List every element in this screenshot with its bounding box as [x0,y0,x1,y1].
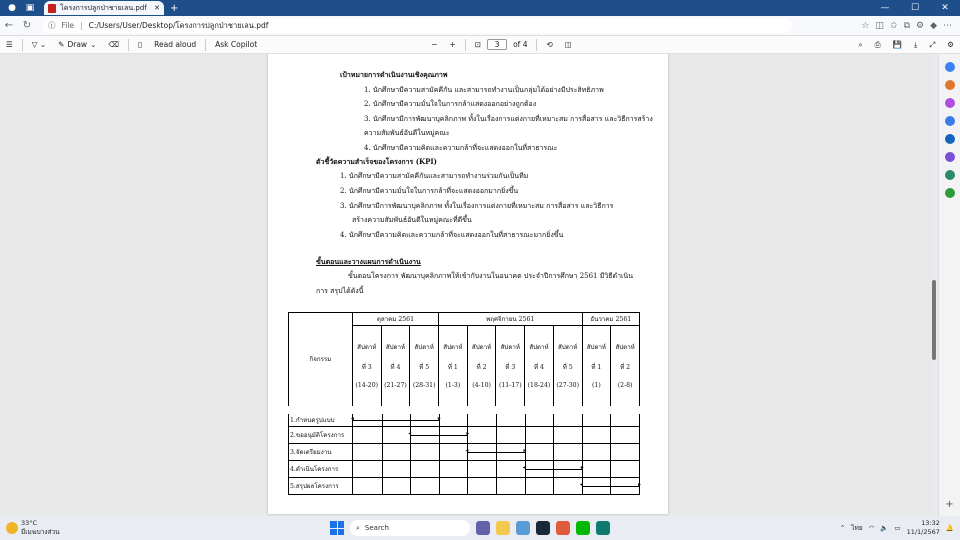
url-scheme: File [61,21,75,30]
tab-title: โครงการปลูกป่าชายเลน.pdf [60,3,147,12]
week-dates: (21-27) [384,382,407,390]
text-line: 3. นักศึกษามีการพัฒนาบุคลิกภาพ ทั้งในเรื่องการแต่งกายที่เหมาะสม การสื่อสาร และวิธีการ [340,202,614,210]
view-icon[interactable]: ▯ [137,40,143,49]
close-icon[interactable]: ✕ [154,4,160,12]
week-cell [467,326,496,410]
heading-kpi: ตัวชี้วัดความสำเร็จของโครงการ (KPI) [316,157,437,166]
week-cell [553,326,582,410]
gridline [410,478,411,494]
back-button[interactable]: ← [4,20,14,31]
gridline [439,444,440,460]
gridline [382,444,383,460]
activity-label: 3.จัดเตรียมงาน [289,444,353,461]
week-dates: (28-31) [412,382,436,390]
week-dates: (27-30) [556,382,580,390]
week-label: สัปดาห์ [414,344,434,352]
date: 11/1/2567 [906,528,940,536]
url-path: C:/Users/User/Desktop/โครงการปลูกป่าชายเลน.pdf [88,20,269,30]
edge-sidebar [938,54,960,516]
heading-quality-goals: เป้าหมายการดำเนินงานเชิงคุณภาพ [340,70,448,79]
month-header: พฤศจิกายน 2561 [439,313,583,326]
designer-icon[interactable] [945,152,955,162]
week-label: สัปดาห์ [471,344,492,352]
week-label: สัปดาห์ [586,344,607,352]
page-total: of 4 [513,40,528,49]
extensions-icon[interactable]: ⚙ [916,20,925,31]
gridline [496,478,497,494]
arrow-head-left: ◂ [465,447,469,454]
text-line: 4. นักศึกษามีความคิดและความกล้าที่จะแสดงออกในที่สาธารณะ [364,144,558,152]
text-line: 2. นักศึกษามีความมั่นใจในการกล้าแสดงออกอย่างถูกต้อง [364,100,537,108]
apps-icon[interactable] [945,188,955,198]
gridline [410,461,411,477]
search-icon[interactable]: ⌕ [858,39,863,49]
system-tray [840,519,954,537]
url-separator: | [80,21,83,30]
week-dates: (4-10) [472,382,491,390]
search-sidebar-icon[interactable] [945,62,955,72]
week-label: สัปดาห์ [615,344,635,352]
text-line: ขั้นตอนโครงการ พัฒนาบุคลิกภาพให้เข้ากับงานในอนาคต ประจำปีการศึกษา 2561 มีวิธีดำเนิน [348,272,633,280]
teams-icon[interactable] [476,521,490,535]
gridline [439,461,440,477]
timeline-cell [352,410,639,427]
activity-label: 4.ดำเนินโครงการ [289,461,353,478]
gridline [496,461,497,477]
draw-label: Draw [67,40,88,49]
arrow-head-right: ▸ [466,430,470,437]
gridline [610,444,611,460]
timeline-cell [352,444,639,461]
week-number: ที่ 3 [505,364,516,372]
new-tab-button[interactable]: + [170,2,179,14]
maximize-button[interactable]: ☐ [910,3,920,13]
volume-icon[interactable]: 🔈 [880,524,889,532]
gridline [553,444,554,460]
pdf-viewer[interactable] [0,54,930,516]
gridline [467,414,468,427]
timeline-arrow [579,481,641,488]
workspaces-icon[interactable]: ▣ [25,3,35,13]
address-bar [0,16,960,36]
text-line: การ สรุปได้ดังนี้ [316,287,364,295]
table-row [289,478,640,495]
pdf-page [268,54,668,514]
zoom-out-button[interactable]: − [431,40,438,49]
weather-icon [6,522,18,534]
gridline [553,427,554,443]
outlook-icon[interactable] [945,134,955,144]
fullscreen-icon[interactable]: ⤢ [929,39,936,49]
week-cell [525,326,554,410]
copilot-icon[interactable]: ◆ [930,20,937,31]
text-line: 1. นักศึกษามีความสามัคคีกัน และสามารถทำงานเป็นกลุ่มได้อย่างมีประสิทธิภาพ [364,86,604,94]
ask-copilot-button[interactable]: Ask Copilot [215,40,258,49]
activity-label: 5.สรุปผลโครงการ [289,478,353,495]
zoom-in-button[interactable]: + [449,40,456,49]
gridline [525,414,526,427]
line-icon[interactable] [576,521,590,535]
gridline [525,427,526,443]
clock[interactable] [907,519,940,537]
split-screen-icon[interactable]: ◫ [875,20,885,31]
print-icon[interactable]: ⎙ [874,39,881,49]
taskbar-search[interactable] [350,520,470,536]
week-cell [410,326,439,410]
arrow-head-left: ◂ [522,464,526,471]
activity-header: กิจกรรม [289,313,353,410]
heading-plan: ขั้นตอนและวางแผนการดำเนินงาน [316,257,421,266]
arrow-head-right: ▸ [437,414,441,422]
minimize-button[interactable]: — [880,3,890,13]
text-line: 3. นักศึกษามีการพัฒนาบุคลิกภาพ ทั้งในเรื่องการแต่งกายที่เหมาะสม การสื่อสาร และวิธีการสร้าง [364,115,653,123]
weather-text: มีเมฆบางส่วน [21,528,60,536]
week-dates: (18-24) [527,382,551,390]
start-button[interactable] [330,521,344,535]
collections-icon[interactable]: ⧉ [903,20,910,31]
arrow-head-right: ▸ [637,481,641,488]
page-number-input[interactable]: 3 [487,39,507,50]
gridline [610,414,611,427]
highlight-icon[interactable]: ▽ ⌄ [31,40,47,49]
timeline-cell [352,427,639,444]
week-dates: (14-20) [355,382,379,390]
timeline-cell [352,478,639,495]
timeline-arrow [465,447,527,454]
arrow-head-right: ▸ [580,464,584,471]
week-label: สัปดาห์ [385,344,406,352]
notification-icon[interactable]: 🔔 [945,524,954,532]
week-cell [381,326,410,410]
week-dates: (2-8) [617,382,633,390]
gridline [467,461,468,477]
temperature: 33°C [21,519,38,527]
pdf-icon [48,4,56,13]
save-icon[interactable]: 💾 [892,40,902,49]
weather-widget[interactable] [6,519,60,537]
profile-icon[interactable]: ● [8,3,16,13]
gridline [610,461,611,477]
time: 13:32 [921,519,940,527]
pdf-toolbar [0,36,960,54]
table-row [289,461,640,478]
read-aloud-button[interactable]: Read aloud [154,40,197,49]
timeline-cell [352,461,639,478]
settings-icon[interactable]: ⚙ [947,40,954,49]
week-number: ที่ 2 [476,364,487,372]
draw-button[interactable]: ✎ Draw ⌄ [58,40,97,49]
gridline [582,414,583,427]
tools-icon[interactable] [945,98,955,108]
url-field[interactable] [42,19,792,33]
search-icon: ⌕ [356,523,360,532]
schedule-table [288,312,640,495]
timeline-arrow [522,464,584,471]
file-explorer-icon[interactable] [496,521,510,535]
activity-label: 1.กำหนดรูปแบบ [289,410,353,427]
arrow-head-left: ◂ [350,414,354,422]
arrow-head-left: ◂ [408,430,412,437]
table-row [289,427,640,444]
gridline [553,414,554,427]
week-label: สัปดาห์ [357,344,377,352]
draw-icon: ✎ [58,40,65,49]
week-dates: (11-17) [498,382,522,390]
week-label: สัปดาห์ [443,344,463,352]
gridline [439,478,440,494]
steam-icon[interactable] [536,521,550,535]
notes-icon[interactable] [516,521,530,535]
week-cell [352,326,381,410]
favorite-icon[interactable]: ☆ [861,20,870,31]
week-number: ที่ 1 [591,364,602,372]
table-row [289,444,640,461]
taskbar [0,516,960,540]
week-label: สัปดาห์ [529,344,549,352]
shopping-icon[interactable] [945,80,955,90]
tab-pdf[interactable] [44,1,164,15]
text-line: สร้างความสัมพันธ์อันดีในหมู่คณะที่ดีขึ้น [352,216,472,224]
refresh-button[interactable]: ↻ [22,20,32,31]
gridline [553,478,554,494]
scrollbar-thumb[interactable] [932,280,936,360]
language-indicator[interactable]: ไทย [851,524,863,532]
scrollbar[interactable] [930,54,938,516]
rotate-icon[interactable]: ⟲ [546,40,553,49]
week-dates: (1-3) [445,382,461,390]
search-label: Search [364,524,389,532]
gridline [382,461,383,477]
month-header: ธันวาคม 2561 [582,313,639,326]
gridline [410,444,411,460]
gridline [610,427,611,443]
more-icon[interactable]: ⋯ [943,20,952,31]
page-view-icon[interactable]: ◫ [564,40,572,49]
fit-page-icon[interactable]: ⊡ [474,40,482,49]
week-number: ที่ 4 [390,364,401,372]
gridline [382,427,383,443]
arrow-head-right: ▸ [523,447,527,454]
info-icon: ⓘ [48,21,56,30]
gridline [582,444,583,460]
week-cell [496,326,525,410]
week-number: ที่ 1 [447,364,458,372]
favorites-icon[interactable]: ✩ [890,20,898,31]
week-number: ที่ 3 [361,364,372,372]
eraser-icon[interactable]: ⌫ [108,40,119,49]
week-number: ที่ 5 [562,364,573,372]
arrow-head-left: ◂ [579,481,583,488]
text-line: 2. นักศึกษามีความมั่นใจในการกล้าที่จะแสดงออกมากยิ่งขึ้น [340,187,519,195]
chrome-icon[interactable] [556,521,570,535]
edge-icon[interactable] [596,521,610,535]
week-cell [582,326,611,410]
text-line: 1. นักศึกษามีความสามัคคีกันและสามารถทำงานร่วมกันเป็นทีม [340,172,529,180]
timeline-arrow [408,430,470,437]
close-window-button[interactable]: ✕ [941,3,949,13]
week-cell [439,326,468,410]
week-dates: (1) [592,382,601,390]
gridline [467,478,468,494]
table-row [289,410,640,427]
week-cell [611,326,640,410]
contents-icon[interactable]: ☰ [6,40,13,49]
tab-bar [0,0,960,16]
week-label: สัปดาห์ [500,344,520,352]
save-as-icon[interactable]: ⤓ [913,39,918,49]
gridline [496,414,497,427]
week-number: ที่ 5 [419,364,430,372]
gridline [382,478,383,494]
chevron-up-icon[interactable]: ⌃ [839,524,846,532]
week-number: ที่ 2 [620,364,631,372]
week-number: ที่ 4 [533,364,544,372]
month-header: ตุลาคม 2561 [352,313,438,326]
drop-icon[interactable] [945,170,955,180]
games-icon[interactable] [945,116,955,126]
gridline [496,427,497,443]
battery-icon[interactable]: ▭ [894,524,901,532]
activity-label: 2.ขออนุมัติโครงการ [289,427,353,444]
text-line: ความสัมพันธ์อันดีในหมู่คณะ [364,129,450,137]
text-line: 4. นักศึกษามีความคิดและความกล้าที่จะแสดงออกในที่สาธารณะมากยิ่งขึ้น [340,231,564,239]
wifi-icon[interactable]: ◠ [868,524,875,532]
add-icon[interactable]: + [945,499,954,510]
gridline [582,427,583,443]
gridline [525,478,526,494]
week-label: สัปดาห์ [558,344,578,352]
timeline-arrow [350,414,441,422]
